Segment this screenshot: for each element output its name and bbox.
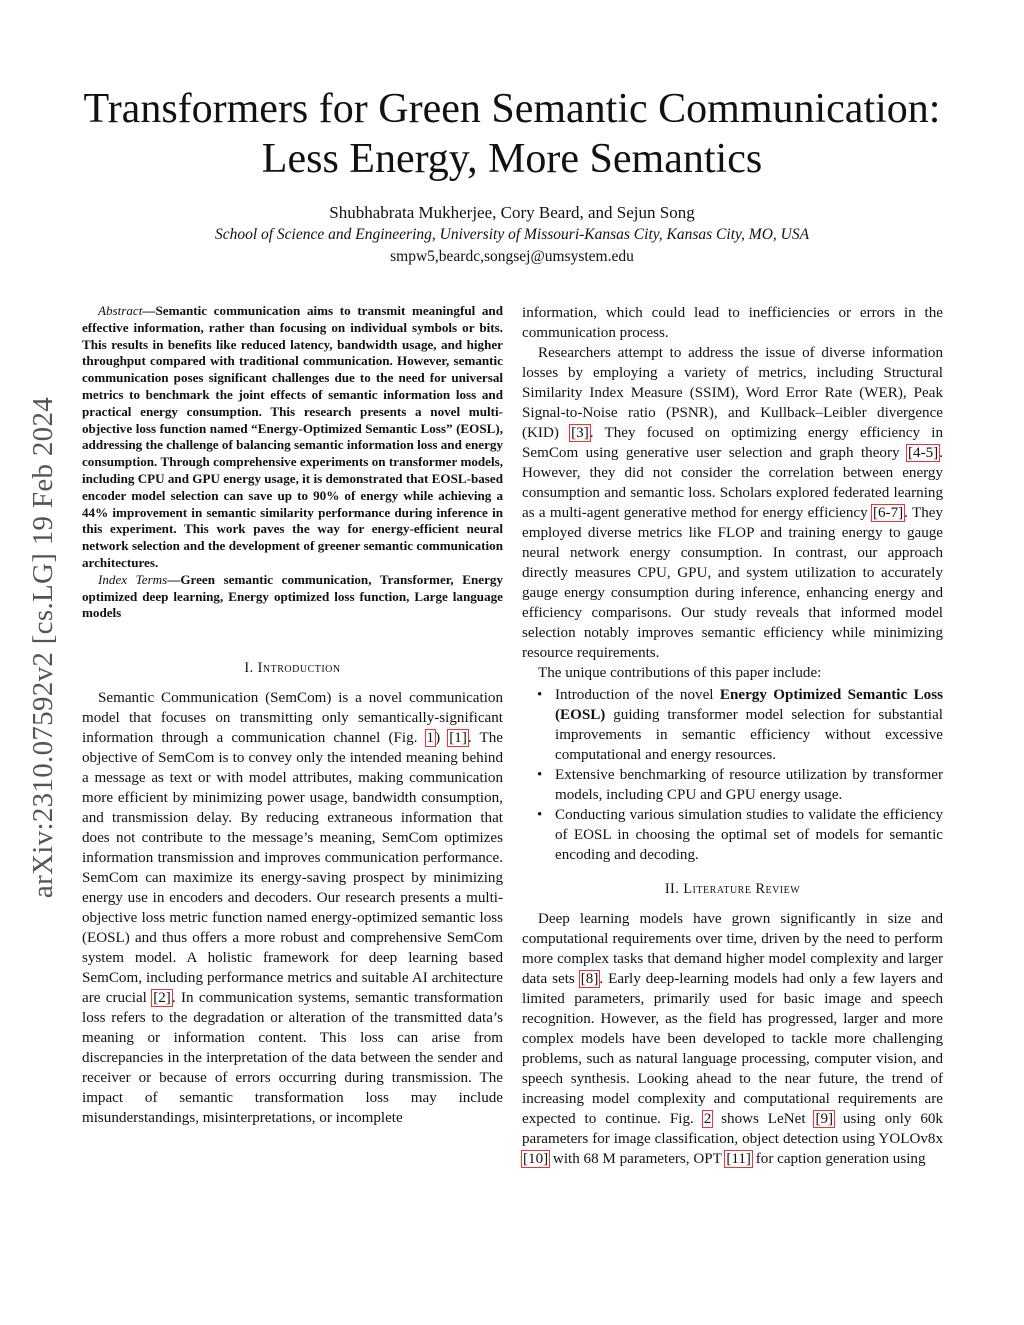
contribution-item: • Conducting various simulation studies to validate the efficiency of EOSL in choosing the optimal set of models for semantic encoding and decoding. [522, 805, 943, 865]
section-heading-introduction: I. Introduction [244, 660, 341, 677]
intro-text-1: Semantic Communication (SemCom) is a novel communication model that focuses on transmitting only semantically-significant information through a communication channel (Fig. [82, 690, 503, 747]
author-block [0, 202, 1024, 268]
citation-9-link[interactable]: [9] [815, 1111, 834, 1127]
arxiv-identifier: arXiv:2310.07592v2 [cs.LG] 19 Feb 2024 [27, 396, 60, 899]
literature-text-3: shows LeNet [712, 1111, 806, 1127]
citation-6-7-link[interactable]: [6-7] [872, 505, 904, 521]
intro-text-3: . The objective of SemCom is to convey only the intended meaning behind a message as text or with model attributes, making communication more efficient by minimizing power usage, bandwidth consumption, and transmission delay. By reducing extraneous information that does not contribute to the message’s meaning, SemCom optimizes information transmission and improves communication performance. SemCom can maximize its energy-saving prospect by minimizing energy use in encoders and decoders. Our research presents a multi-objective loss metric function named energy-optimized semantic loss (EOSL) and thus offers a more robust and comprehensive SemCom system model. A holistic framework for deep learning based SemCom, including performance metrics and suitable AI architecture are crucial [82, 730, 503, 1007]
paper-title [0, 84, 1024, 184]
title-line-1: Transformers for Green Semantic Communication: [83, 86, 941, 132]
abstract-paragraph [82, 303, 503, 572]
index-terms [82, 572, 503, 622]
contribution-1-text-b: guiding transformer model selection for substantial improvements in semantic efficiency without excessive computational and energy resources. [555, 707, 943, 763]
contributions-intro: The unique contributions of this paper include: [538, 665, 822, 681]
literature-text-1: Deep learning models have grown significantly in size and computational requirements over time, driven by the need to perform more complex tasks that demand higher model complexity and larger data sets [522, 911, 943, 987]
abstract-label: Abstract [98, 303, 143, 318]
arxiv-sidebar [22, 350, 66, 945]
right-column [522, 303, 943, 1169]
citation-10-link[interactable]: [10] [523, 1151, 549, 1167]
researchers-paragraph [522, 343, 943, 663]
contribution-item [522, 685, 943, 765]
title-line-2: Less Energy, More Semantics [261, 136, 763, 182]
contribution-1-bold: Energy Optimized Semantic Loss (EOSL) [555, 687, 943, 723]
abstract-text: —Semantic communication aims to transmit meaningful and effective information, rather than focusing on individual symbols or bits. This results in benefits like reduced latency, bandwidth usage, and higher throughput compared with traditional communication. However, semantic communication poses significant challenges due to the need for universal metrics to benchmark the joint effects of semantic information loss and practical energy consumption. This research presents a novel multi-objective loss function named “Energy-Optimized Semantic Loss” (EOSL), addressing the challenge of balancing semantic information loss and energy consumption. Through comprehensive experiments on transformer models, including CPU and GPU energy usage, it is demonstrated that EOSL-based encoder model selection can save up to 90% of energy while achieving a 44% improvement in semantic similarity performance during inference in this experiment. This work paves the way for energy-efficient neural network selection and the development of greener semantic communication architectures. [82, 303, 503, 570]
literature-paragraph [522, 909, 943, 1169]
abstract [82, 303, 503, 622]
section-heading-literature-review: II. Literature Review [664, 881, 801, 897]
author-names: Shubhabrata Mukherjee, Cory Beard, and Sejun Song [329, 203, 695, 222]
citation-11-link[interactable]: [11] [726, 1151, 751, 1167]
contribution-item: • Extensive benchmarking of resource utilization by transformer models, including CPU and GPU energy usage. [522, 765, 943, 805]
researchers-text-1: Researchers attempt to address the issue of diverse information losses by employing a variety of metrics, including Structural Similarity Index Measure (SSIM), Word Error Rate (WER), Peak Signal-to-Noise ratio (PSNR), and Kullback–Leibler divergence (KID) [522, 345, 943, 441]
literature-text-6: for caption generation using [751, 1151, 926, 1167]
intro-paragraph [82, 688, 503, 1128]
citation-8-link[interactable]: [8] [580, 971, 599, 987]
contribution-1-text-a: Introduction of the novel [555, 687, 720, 703]
contributions-list [522, 685, 943, 865]
author-email: smpw5,beardc,songsej@umsystem.edu [390, 248, 634, 265]
citation-3-link[interactable]: [3] [571, 425, 589, 441]
literature-text-2: . Early deep-learning models had only a few layers and limited parameters, primarily used for basic image and speech recognition. However, as the field has progressed, larger and more complex models have been developed to tackle more challenging problems, such as natural language processing, computer vision, and speech synthesis. Looking ahead to the near future, the trend of increasing model complexity and computational requirements are expected to continue. Fig. [522, 971, 943, 1127]
continued-paragraph: information, which could lead to inefficiencies or errors in the communication process. [522, 305, 943, 341]
index-terms-text: —Green semantic communication, Transformer, Energy optimized deep learning, Energy optimized loss function, Large language models [82, 571, 503, 621]
literature-text-4: using only 60k parameters for image classification, object detection using YOLOv8x [522, 1111, 943, 1147]
index-terms-label: Index Terms [98, 571, 168, 587]
fig-1-link[interactable]: 1 [426, 730, 435, 747]
citation-2-link[interactable]: [2] [153, 990, 171, 1007]
left-column [82, 303, 503, 1128]
researchers-text-4: . They employed diverse metrics like FLOP and training energy to gauge neural network energy consumption. In contrast, our approach directly measures CPU, GPU, and system utilization to accurately gauge energy consumption during inference, enhancing energy and efficiency comparisons. Our study reveals that informed model selection notably improves semantic efficiency while minimizing resource requirements. [522, 505, 944, 661]
intro-text-4: . In communication systems, semantic transformation loss refers to the degradation or alteration of the transmitted data’s meaning or information content. This loss can arise from discrepancies in the interpretation of the data between the sender and receiver or because of errors occurring during transmission. The impact of semantic transformation loss may include misunderstandings, misinterpretations, or incomplete [82, 990, 503, 1127]
author-affiliation: School of Science and Engineering, University of Missouri-Kansas City, Kansas City, MO, USA [214, 226, 810, 243]
literature-text-5: with 68 M parameters, OPT [549, 1151, 722, 1167]
citation-4-5-link[interactable]: [4-5] [908, 445, 939, 461]
intro-text-2: ) [435, 730, 441, 747]
researchers-text-3: . However, they did not consider the correlation between energy consumption and semantic loss. Scholars explored federated learning as a multi-agent generative method for energy efficiency [522, 445, 943, 521]
citation-1-link[interactable]: [1] [449, 730, 467, 747]
researchers-text-2: . They focused on optimizing energy efficiency in SemCom using generative user selection and graph theory [522, 425, 943, 461]
fig-2-link[interactable]: 2 [703, 1111, 712, 1127]
